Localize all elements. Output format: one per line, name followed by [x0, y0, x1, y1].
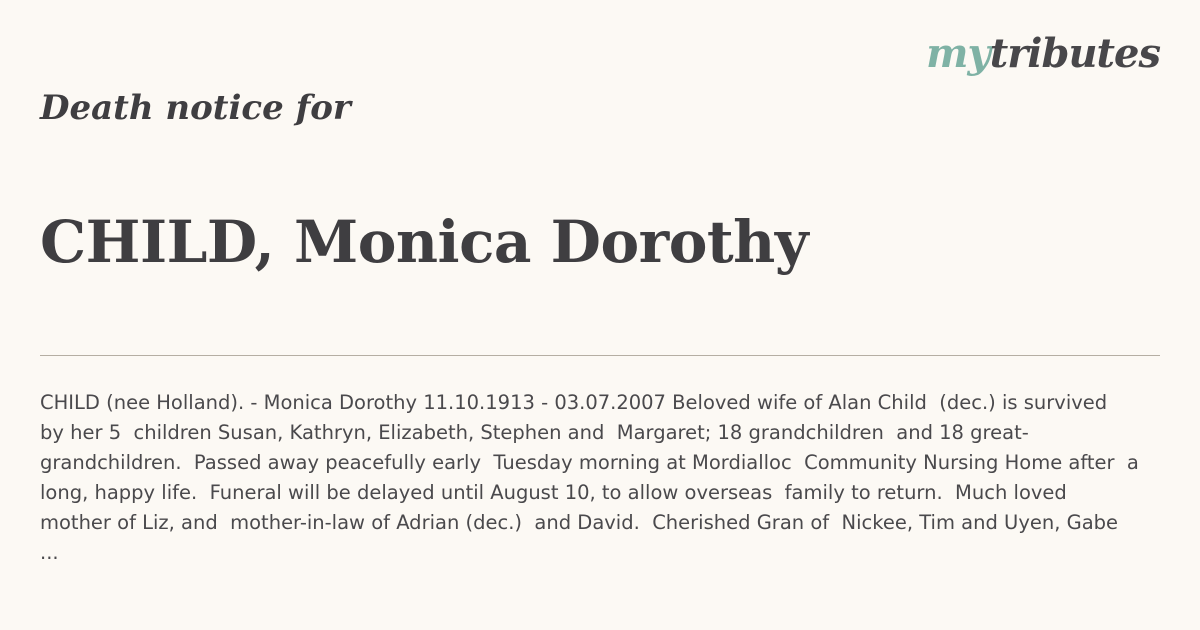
mytributes-logo[interactable]: [926, 30, 1160, 77]
notice-body-line: long, happy life. Funeral will be delayed until August 10, to allow overseas family to return. Much loved: [40, 481, 1067, 504]
notice-kicker: Death notice for: [40, 88, 351, 128]
notice-body-line: by her 5 children Susan, Kathryn, Elizabeth, Stephen and Margaret; 18 grandchildren and 18 great-: [40, 421, 1029, 444]
deceased-name: CHILD, Monica Dorothy: [40, 208, 809, 276]
logo-tributes-text: tributes: [989, 30, 1160, 77]
notice-body: [40, 388, 1168, 568]
notice-body-line: CHILD (nee Holland). - Monica Dorothy 11.10.1913 - 03.07.2007 Beloved wife of Alan Child (dec.) is survived: [40, 391, 1108, 414]
notice-body-line: mother of Liz, and mother-in-law of Adrian (dec.) and David. Cherished Gran of Nickee, Tim and Uyen, Gabe: [40, 511, 1119, 534]
divider: [40, 355, 1160, 356]
notice-body-ellipsis: ...: [40, 541, 59, 564]
notice-body-line: grandchildren. Passed away peacefully early Tuesday morning at Mordialloc Community Nursing Home after a: [40, 451, 1139, 474]
logo-my-text: my: [926, 30, 990, 77]
